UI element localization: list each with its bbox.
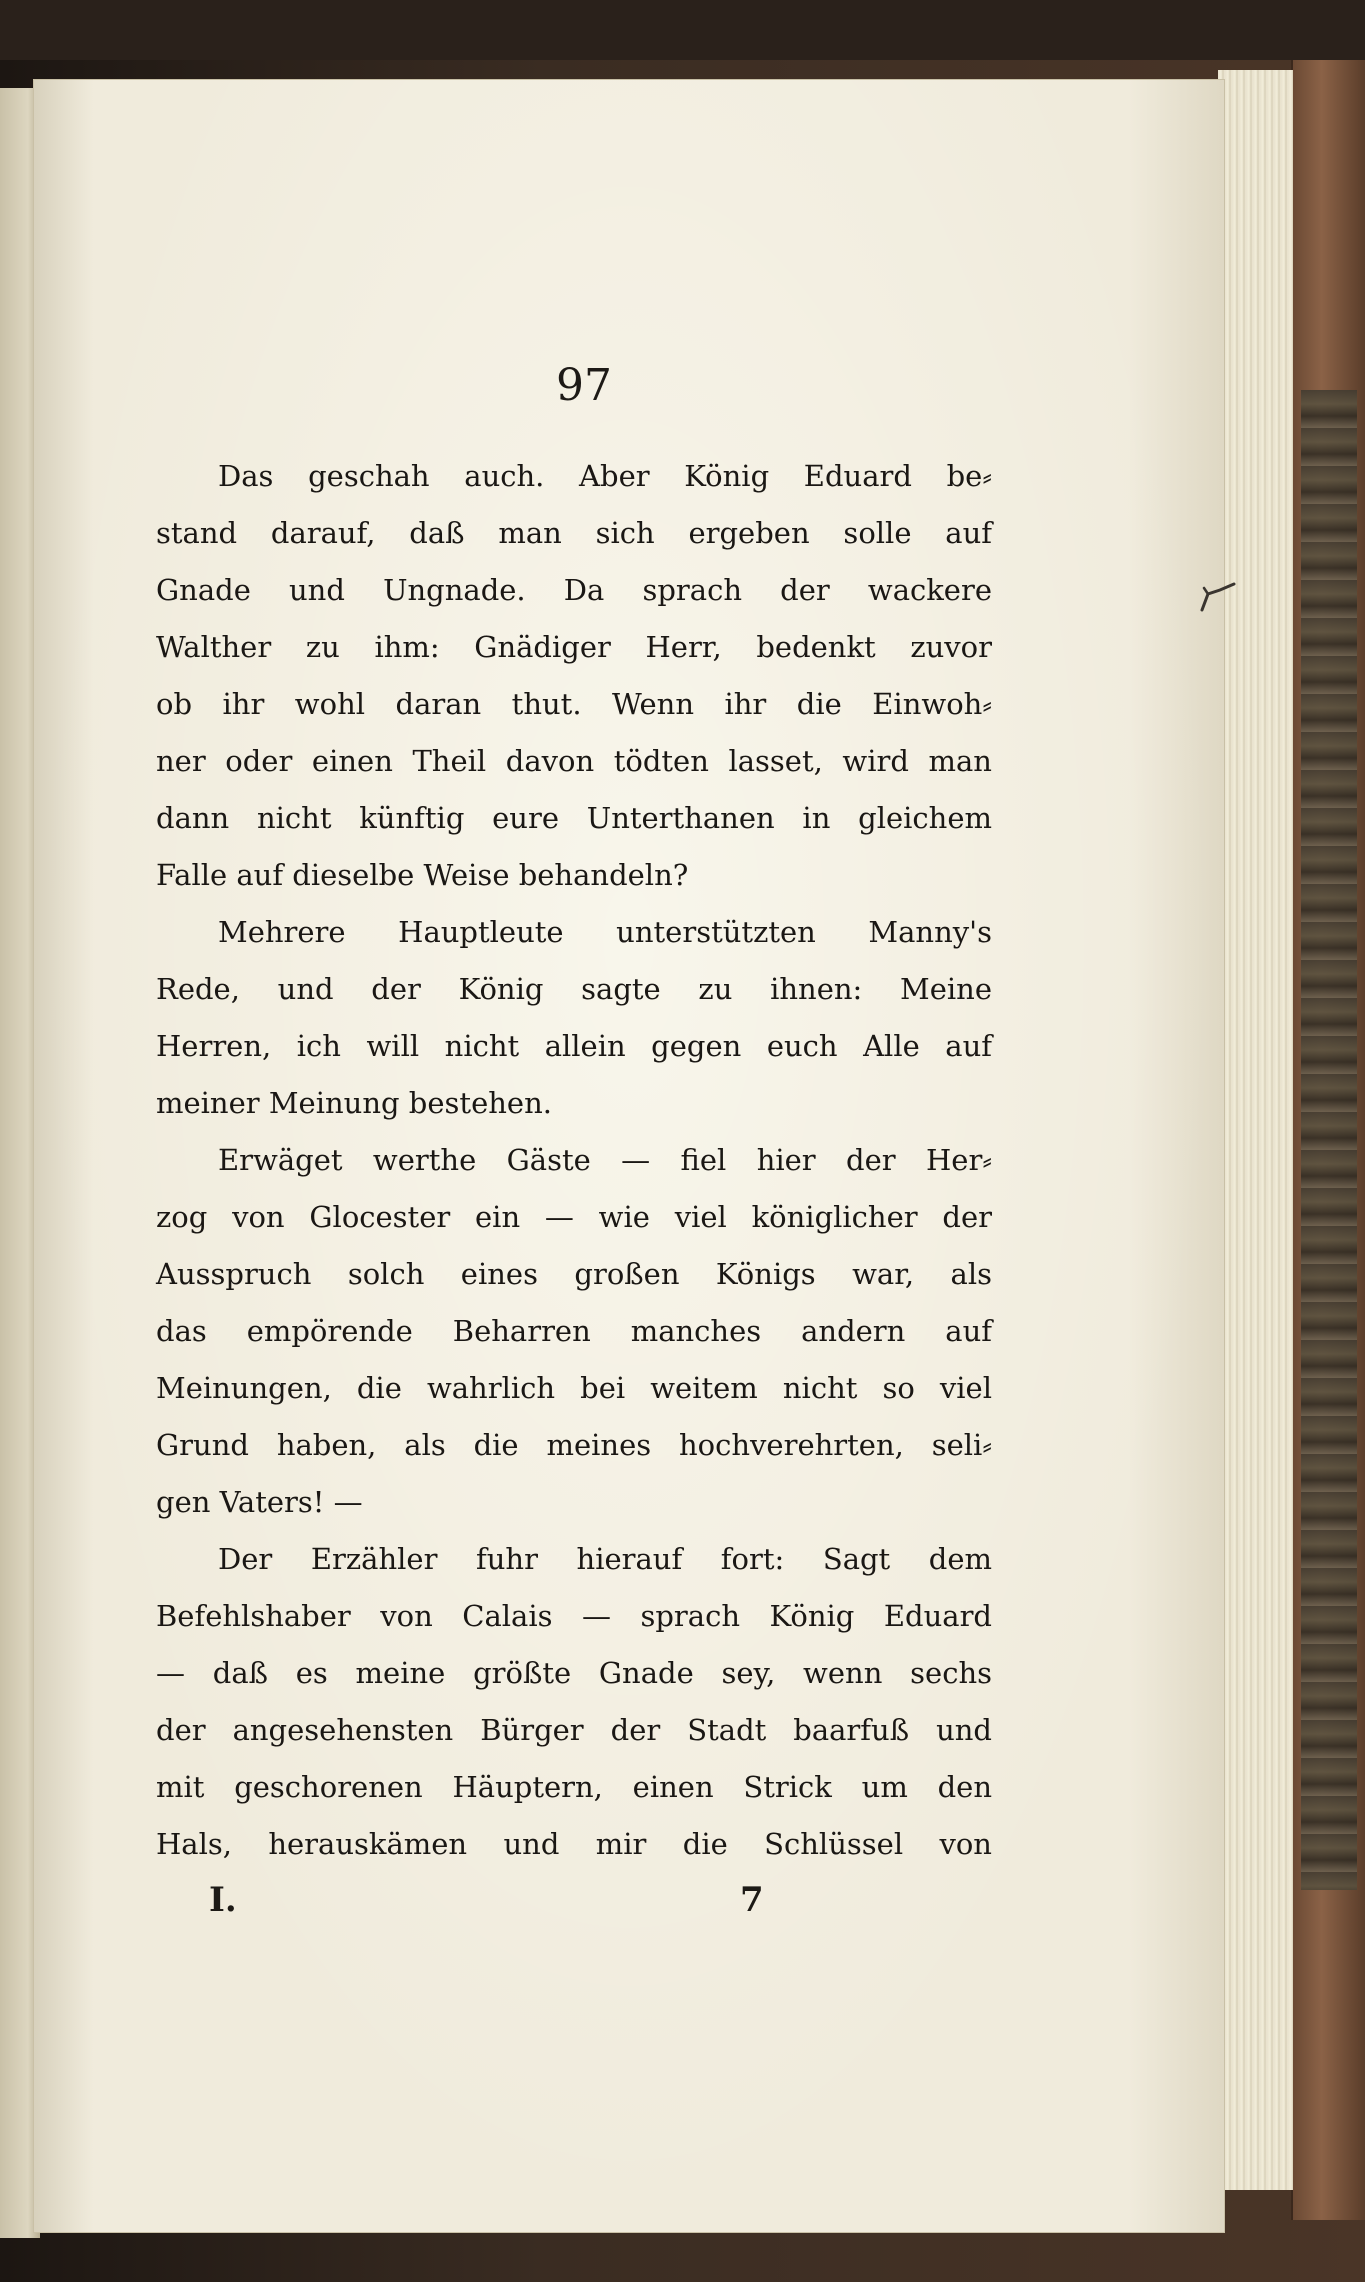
text-line: meiner Meinung bestehen. [156,1086,552,1120]
sheet-number: 7 [740,1880,764,1920]
page-stack-edge [1218,70,1293,2190]
text-line: stand darauf, daß man sich ergeben solle auf [156,516,992,550]
text-line: dann nicht künftig eure Unterthanen in gleichem [156,801,992,835]
text-line: Rede, und der König sagte zu ihnen: Meine [156,972,992,1006]
text-line: Mehrere Hauptleute unterstützten Manny's [218,915,992,949]
text-line: der angesehensten Bürger der Stadt baarfuß und [156,1713,992,1747]
text-line: Gnade und Ungnade. Da sprach der wackere [156,573,992,607]
text-line: Das geschah auch. Aber König Eduard be⸗ [218,459,992,493]
text-line: ob ihr wohl daran thut. Wenn ihr die Einwoh⸗ [156,687,992,721]
page-number: 97 [556,360,612,411]
text-line: Ausspruch solch eines großen Königs war, als [156,1257,992,1291]
page-footer [34,1880,1134,1940]
text-line: mit geschorenen Häuptern, einen Strick um den [156,1770,992,1804]
worn-spine-texture [1301,390,1357,1890]
text-line: Erwäget werthe Gäste — fiel hier der Her⸗ [218,1143,992,1177]
text-line: Hals, herauskämen und mir die Schlüssel von [156,1827,992,1861]
text-line: Meinungen, die wahrlich bei weitem nicht so viel [156,1371,992,1405]
text-line: ner oder einen Theil davon tödten lasset, wird man [156,744,992,778]
text-line: gen Vaters! — [156,1485,363,1519]
text-line: Der Erzähler fuhr hierauf fort: Sagt dem [218,1542,992,1576]
signature-mark: I. [209,1880,237,1920]
page-text [156,448,992,1873]
text-line: — daß es meine größte Gnade sey, wenn sechs [156,1656,992,1690]
book-page [34,80,1224,2232]
text-line: Falle auf dieselbe Weise behandeln? [156,858,689,892]
text-line: Walther zu ihm: Gnädiger Herr, bedenkt zuvor [156,630,992,664]
text-line: Herren, ich will nicht allein gegen euch Alle auf [156,1029,992,1063]
text-line: Grund haben, als die meines hochverehrten, seli⸗ [156,1428,992,1462]
margin-pencil-mark-icon [1198,580,1238,616]
text-line: das empörende Beharren manches andern auf [156,1314,992,1348]
book-cover-edge [1291,60,1365,2220]
text-line: Befehlshaber von Calais — sprach König Eduard [156,1599,992,1633]
text-line: zog von Glocester ein — wie viel königlicher der [156,1200,992,1234]
